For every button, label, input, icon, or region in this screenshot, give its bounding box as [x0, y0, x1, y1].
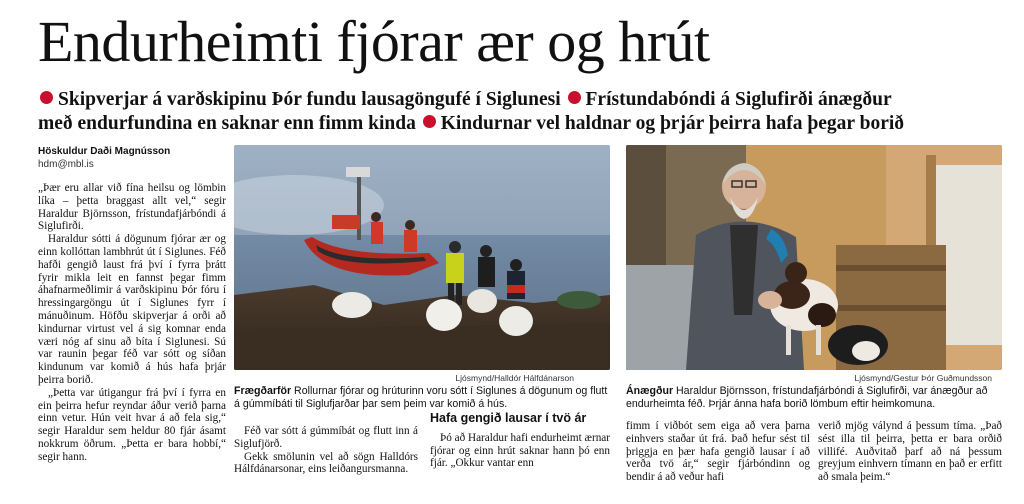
caption-text: Rollurnar fjórar og hrúturinn voru sótt í Siglunes á dögunum og flutt á gúmmíbáti til Siglufjarðar þar sem þeim var komið á hús. — [234, 385, 608, 410]
paragraph: „Þær eru allar við fína heilsu og lömbin líka – þetta braggast allt vel,“ segir Haraldur Björnsson, frístundafjárbóndi á Siglufirði. — [38, 182, 226, 233]
photo-caption — [234, 385, 610, 411]
section-heading: Hafa gengið lausar í tvö ár — [430, 412, 587, 425]
paragraph: Féð var sótt á gúmmíbát og flutt inn á Siglufjörð. — [234, 425, 418, 450]
paragraph: Gekk smölunin vel að sögn Halldórs Hálfdánarsonar, eins leiðangursmanna. — [234, 450, 418, 476]
paragraph: Þó að Haraldur hafi endurheimt ærnar fjórar og einn hrút saknar hann þó enn fjár. „Okkur vantar enn — [430, 431, 610, 470]
article-column-1 — [38, 182, 226, 504]
subhead-2a: Frístundabóndi á Siglufirði ánægður — [585, 89, 892, 110]
photo-caption — [626, 385, 1002, 411]
caption-lead: Frægðarför — [234, 385, 292, 397]
caption-text: Haraldur Björnsson, frístundafjárbóndi á Siglufirði, var ánægður að endurheimta féð. Þrjár ánna hafa borið lömbum eftir heimkomuna. — [626, 385, 988, 410]
bullet-dot-icon — [568, 91, 581, 104]
paragraph: Haraldur sótti á dögunum fjórar ær og einn kollóttan lambhrút út í Siglunes. Féð hafði gengið laust frá því í fyrra þrátt fyrir mikla leit en fannst þegar fimm áhafnarmeðlimir á varðskipinu Þór fóru í hressingargöngu út í Siglunes fyrr í mánuðinum. Höfðu skipverjar á orði að kindurnar virtust vel á sig komnar enda væri nóg af sinu að bíta í Siglunesi. Sú var raunin þegar féð var sótt og síðan kindunum var komið á hús hafa þrjár þeirra borið. — [38, 233, 226, 386]
article-column-2 — [234, 425, 418, 504]
subhead-2b: með endurfundina en saknar enn fimm kinda — [38, 113, 416, 134]
photo-credit: Ljósmynd/Halldór Hálfdánarson — [455, 373, 574, 383]
headline: Endurheimti fjórar ær og hrút — [38, 9, 710, 74]
photo-farmer-with-lamb — [626, 145, 1002, 370]
subhead-1: Skipverjar á varðskipinu Þór fundu lausagöngufé í Siglunesi — [58, 89, 561, 110]
article-column-5 — [818, 420, 1002, 504]
paragraph: fimm í viðbót sem eiga að vera þarna einhvers staðar út frá. Það hefur sést til þriggja en þær hafa gengið lausar í að verða tvö ár,“ segir fjárbóndinn og bendir á að veður hafi — [626, 420, 810, 484]
bullet-dot-icon — [423, 115, 436, 128]
bullet-dot-icon — [40, 91, 53, 104]
photo-credit: Ljósmynd/Gestur Þór Guðmundsson — [854, 373, 992, 383]
caption-lead: Ánægður — [626, 385, 674, 397]
subhead-3: Kindurnar vel haldnar og þrjár þeirra hafa þegar borið — [440, 113, 905, 134]
paragraph: verið mjög válynd á þessum tíma. „Það sést illa til þeirra, þetta er bara orðið villifé. Auðvitað þarf að ná þessum greyjum einhvern tímann en það er erfitt að smala þeim.“ — [818, 420, 1002, 484]
author-email[interactable]: hdm@mbl.is — [38, 159, 94, 170]
photo-boat-landing — [234, 145, 610, 370]
subheadline — [38, 88, 1020, 136]
article-column-3 — [430, 412, 610, 504]
paragraph: „Þetta var útigangur frá því í fyrra en ein þeirra hefur reyndar áður verið þarna einn vetur. Hún veit hvar á að fela sig,“ segir Haraldur sem heldur 80 fjár ásamt nokkrum öðrum. „Þetta er bara hobbí,“ segir hann. — [38, 386, 226, 463]
author-name: Höskuldur Daði Magnússon — [38, 146, 171, 157]
article-column-4 — [626, 420, 810, 504]
byline — [38, 145, 223, 171]
